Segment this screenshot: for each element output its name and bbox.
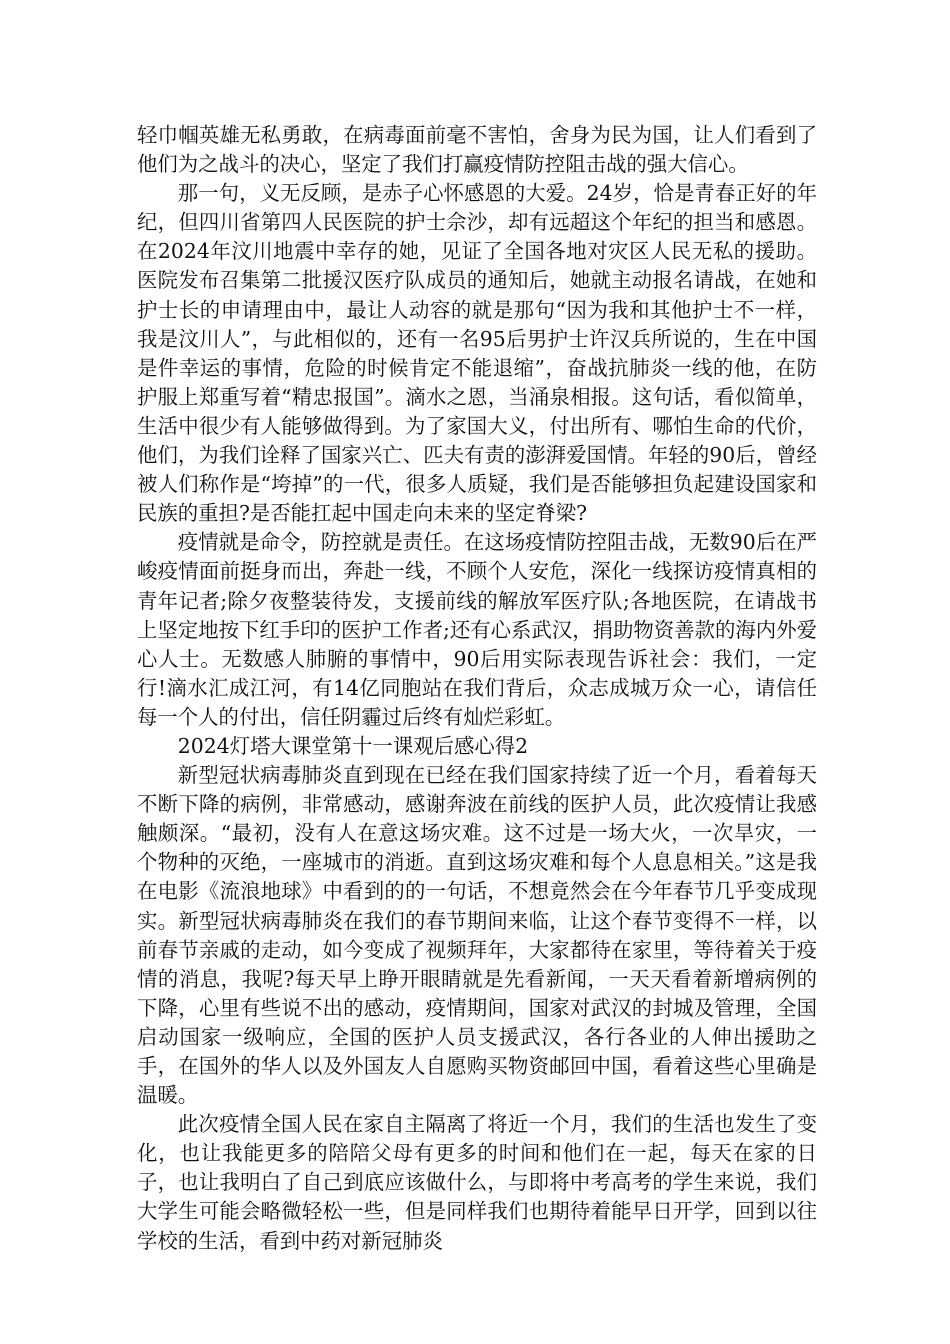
paragraph-2: 那一句，义无反顾，是赤子心怀感恩的大爱。24岁，恰是青春正好的年纪，但四川省第四人民医院的护士佘沙，却有远超这个年纪的担当和感恩。在2024年汶川地震中幸存的她，见证了全国各地对灾区人民无私的援助。医院发布召集第二批援汉医疗队成员的通知后，她就主动报名请战，在她和护士长的申请理由中，最让人动容的就是那句“因为我和其他护士不一样，我是汶川人”，与此相似的，还有一名95后男护士许汉兵所说的，生在中国是件幸运的事情，危险的时候肯定不能退缩”，奋战抗肺炎一线的他，在防护服上郑重写着“精忠报国”。滴水之恩，当涌泉相报。这句话，看似简单，生活中很少有人能够做得到。为了家国大义，付出所有、哪怕生命的代价，他们，为我们诠释了国家兴亡、匹夫有责的澎湃爱国情。年轻的90后，曾经被人们称作是“垮掉”的一代，很多人质疑，我们是否能够担负起建设国家和民族的重担?是否能扛起中国走向未来的坚定脊梁?	[137, 181, 817, 526]
paragraph-3: 疫情就是命令，防控就是责任。在这场疫情防控阻击战，无数90后在严峻疫情面前挺身而出，奔赴一线，不顾个人安危，深化一线探访疫情真相的青年记者;除夕夜整装待发，支援前线的解放军医疗队;各地医院，在请战书上坚定地按下红手印的医护工作者;还有心系武汉，捐助物资善款的海内外爱心人士。无数感人肺腑的事情中，90后用实际表现告诉社会：我们，一定行!滴水汇成江河，有14亿同胞站在我们背后，众志成城万众一心，请信任每一个人的付出，信任阴霾过后终有灿烂彩虹。	[137, 530, 817, 729]
paragraph-1: 轻巾帼英雄无私勇敢，在病毒面前毫不害怕，舍身为民为国，让人们看到了他们为之战斗的决心，坚定了我们打赢疫情防控阻击战的强大信心。	[137, 123, 817, 177]
paragraph-5: 此次疫情全国人民在家自主隔离了将近一个月，我们的生活也发生了变化，也让我能更多的陪陪父母有更多的时间和他们在一起，每天在家的日子，也让我明白了自己到底应该做什么，与即将中考高考的学生来说，我们大学生可能会略微轻松一些，但是同样我们也期待着能早日开学，回到以往学校的生活，看到中药对新冠肺炎	[137, 1112, 817, 1253]
document-page	[137, 121, 817, 1256]
paragraph-4: 新型冠状病毒肺炎直到现在已经在我们国家持续了近一个月，看着每天不断下降的病例，非常感动，感谢奔波在前线的医护人员，此次疫情让我感触颇深。“最初，没有人在意这场灾难。这不过是一场大火，一次旱灾，一个物种的灭绝，一座城市的消逝。直到这场灾难和每个人息息相关。”这是我在电影《流浪地球》中看到的的一句话，不想竟然会在今年春节几乎变成现实。新型冠状病毒肺炎在我们的春节期间来临，让这个春节变得不一样，以前春节亲戚的走动，如今变成了视频拜年，大家都待在家里，等待着关于疫情的消息，我呢?每天早上睁开眼睛就是先看新闻，一天天看着新增病例的下降，心里有些说不出的感动，疫情期间，国家对武汉的封城及管理，全国启动国家一级响应，全国的医护人员支援武汉，各行各业的人伸出援助之手，在国外的华人以及外国友人自愿购买物资邮回中国，看着这些心里确是温暖。	[137, 763, 817, 1108]
section-heading: 2024灯塔大课堂第十一课观后感心得2	[177, 733, 529, 758]
